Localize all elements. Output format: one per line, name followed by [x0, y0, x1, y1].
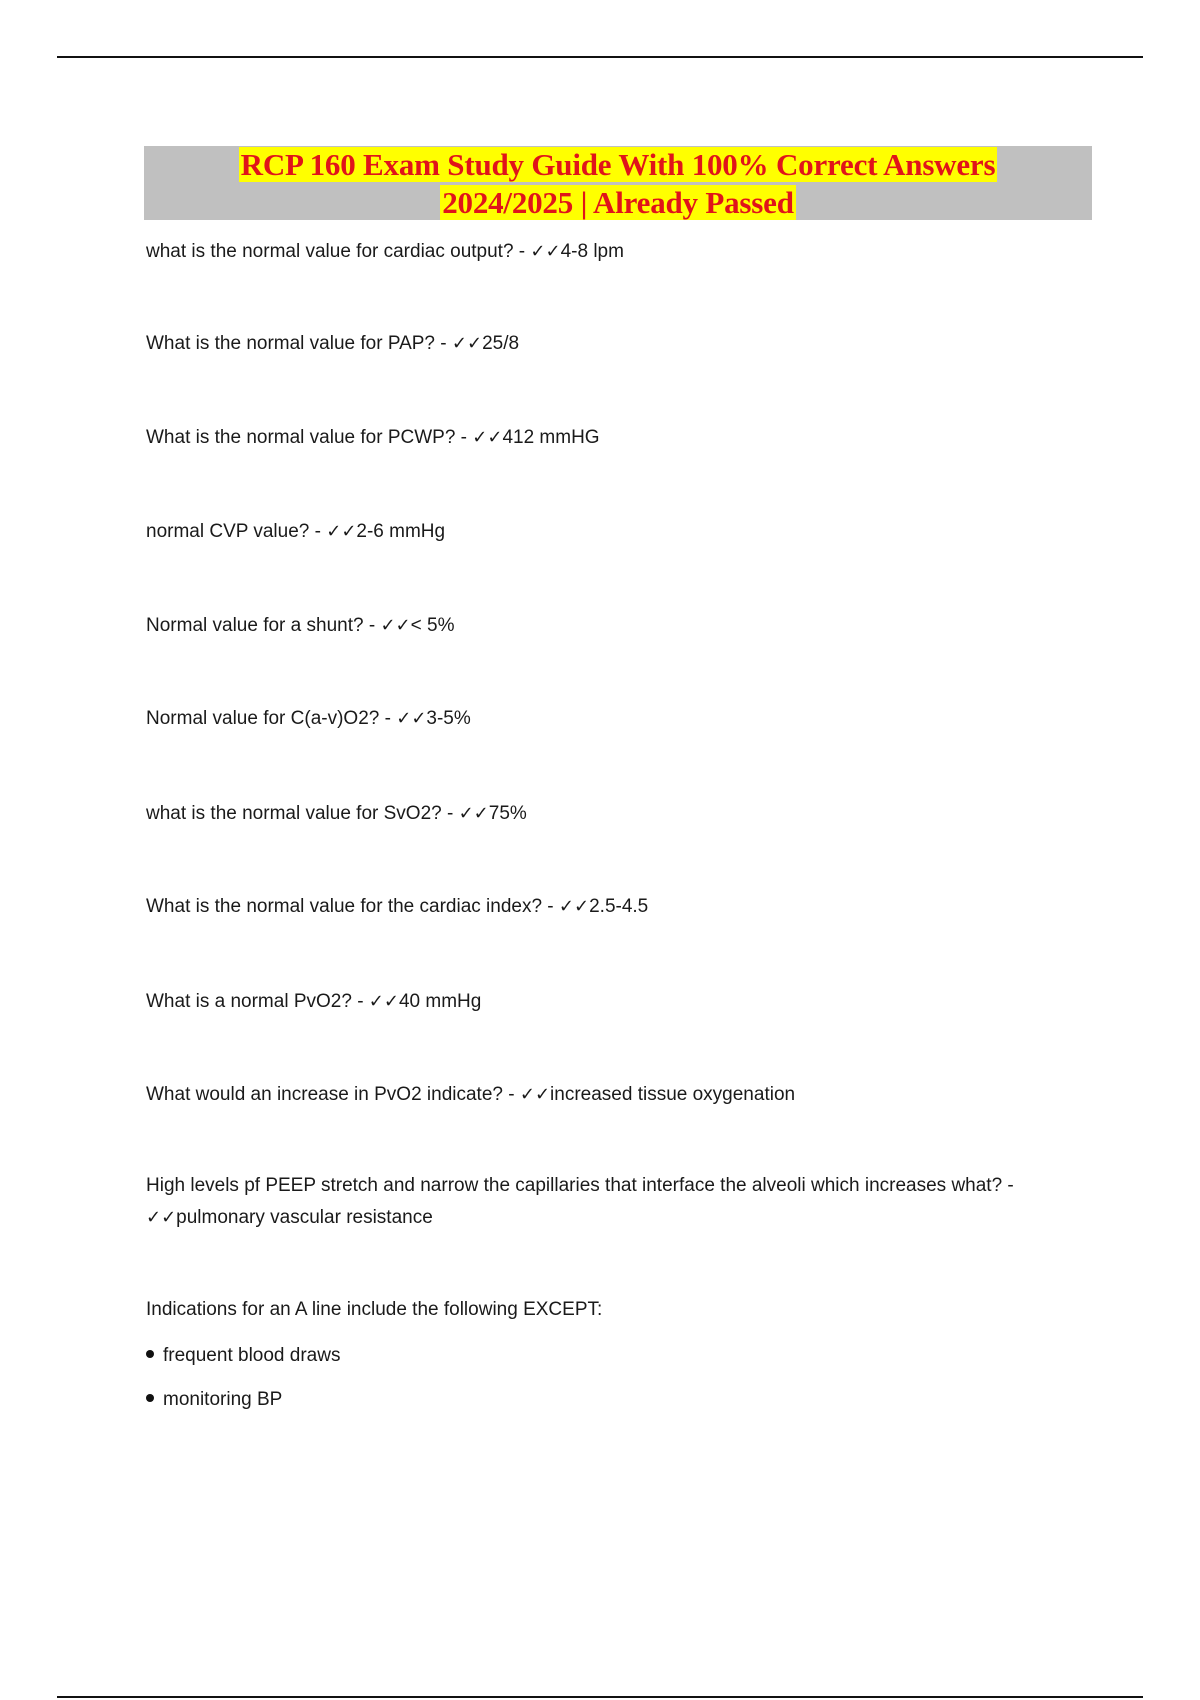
double-check-icon: ✓✓ — [396, 708, 427, 729]
document-title-line-1: RCP 160 Exam Study Guide With 100% Correct Answers — [240, 147, 996, 182]
qa-item-5: Normal value for a shunt? - ✓✓< 5% — [146, 615, 455, 636]
double-check-icon: ✓✓ — [451, 333, 483, 354]
double-check-icon: ✓✓ — [368, 991, 399, 1012]
double-check-icon: ✓✓ — [146, 1207, 177, 1228]
question-a-line-indications: Indications for an A line include the following EXCEPT: — [146, 1299, 603, 1320]
double-check-icon: ✓✓ — [530, 241, 561, 262]
double-check-icon: ✓✓ — [326, 521, 357, 542]
bottom-rule — [57, 1696, 1143, 1698]
double-check-icon: ✓✓ — [472, 427, 503, 448]
qa-item-8: What is the normal value for the cardiac index? - ✓✓2.5-4.5 — [146, 896, 649, 917]
qa-item-6: Normal value for C(a-v)O2? - ✓✓3-5% — [146, 708, 471, 729]
qa-item-11: High levels pf PEEP stretch and narrow the capillaries that interface the alveoli which increases what? - ✓✓pulmonary vascular resistance — [146, 1175, 1014, 1228]
bullet-icon — [146, 1350, 154, 1358]
qa-item-3: What is the normal value for PCWP? - ✓✓412 mmHG — [146, 427, 600, 448]
double-check-icon: ✓✓ — [519, 1084, 551, 1105]
qa-item-10: What would an increase in PvO2 indicate? - ✓✓increased tissue oxygenation — [146, 1084, 796, 1105]
document-title-line-2: 2024/2025 | Already Passed — [442, 185, 794, 220]
double-check-icon: ✓✓ — [380, 615, 411, 636]
list-item: monitoring BP — [146, 1386, 282, 1414]
bullet-icon — [146, 1394, 154, 1402]
qa-item-7: what is the normal value for SvO2? - ✓✓75% — [146, 803, 527, 824]
double-check-icon: ✓✓ — [458, 803, 489, 824]
qa-item-1: what is the normal value for cardiac output? - ✓✓4-8 lpm — [146, 241, 624, 262]
qa-item-2: What is the normal value for PAP? - ✓✓25/8 — [146, 333, 520, 354]
document-title-band — [144, 146, 1092, 220]
double-check-icon: ✓✓ — [558, 896, 590, 917]
list-item: frequent blood draws — [146, 1342, 340, 1370]
top-rule — [57, 56, 1143, 58]
qa-item-4: normal CVP value? - ✓✓2-6 mmHg — [146, 521, 446, 542]
qa-item-9: What is a normal PvO2? - ✓✓40 mmHg — [146, 991, 482, 1012]
